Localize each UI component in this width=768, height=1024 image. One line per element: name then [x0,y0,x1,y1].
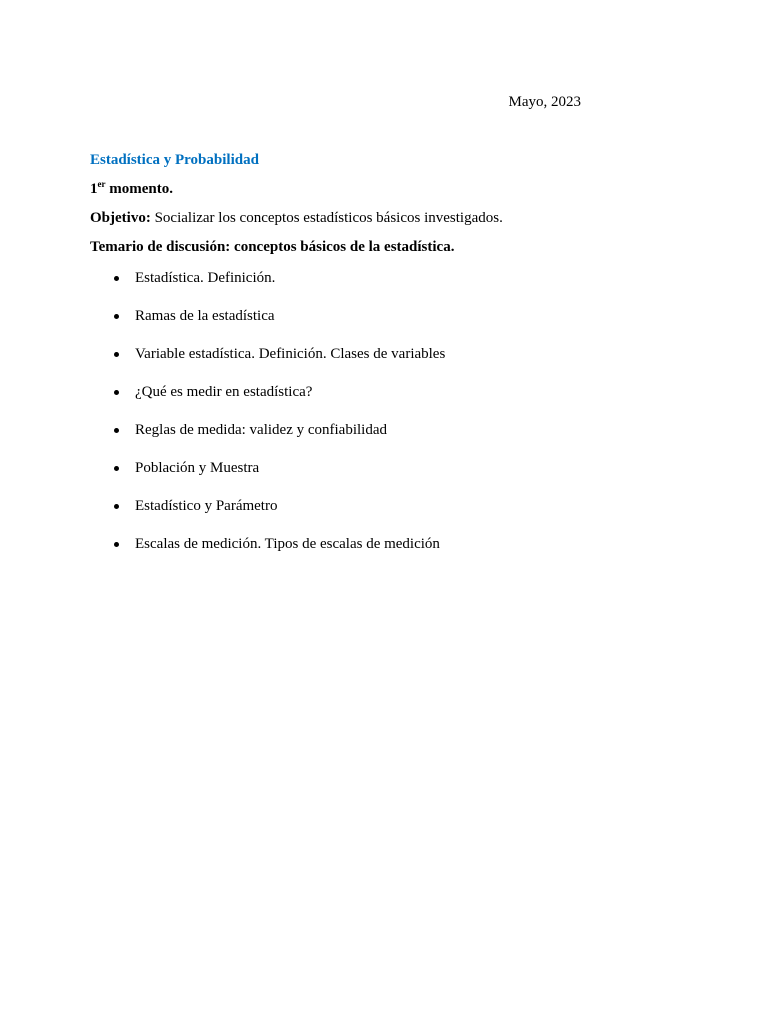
bullet-icon [114,504,119,509]
objective-label: Objetivo: [90,210,151,226]
document-body [90,151,690,573]
list-item [90,345,690,363]
objective-text: Socializar los conceptos estadísticos básicos investigados. [150,210,503,226]
bullet-icon [114,466,119,471]
bullet-icon [114,352,119,357]
bullet-icon [114,428,119,433]
list-item [90,269,690,287]
bullet-icon [114,390,119,395]
list-item [90,383,690,401]
moment-label: momento. [105,181,173,197]
document-date: Mayo, 2023 [508,94,581,110]
list-item-text: Reglas de medida: validez y confiabilidad [135,422,387,438]
list-item-text: Población y Muestra [135,460,260,476]
objective-paragraph [90,209,690,227]
moment-heading [90,180,690,198]
list-item-text: ¿Qué es medir en estadística? [135,384,313,400]
topic-list [90,269,690,553]
list-item-text: Estadística. Definición. [135,270,276,286]
moment-superscript: er [97,179,106,189]
topics-heading: Temario de discusión: conceptos básicos de la estadística. [90,239,455,255]
list-item [90,307,690,325]
list-item-text: Ramas de la estadística [135,308,275,324]
bullet-icon [114,314,119,319]
list-item-text: Variable estadística. Definición. Clases de variables [135,346,446,362]
list-item [90,535,690,553]
document-title: Estadística y Probabilidad [90,152,259,168]
list-item-text: Estadístico y Parámetro [135,498,278,514]
list-item [90,421,690,439]
list-item [90,497,690,515]
moment-number: 1 [90,181,98,197]
bullet-icon [114,276,119,281]
bullet-icon [114,542,119,547]
list-item [90,459,690,477]
list-item-text: Escalas de medición. Tipos de escalas de medición [135,536,440,552]
